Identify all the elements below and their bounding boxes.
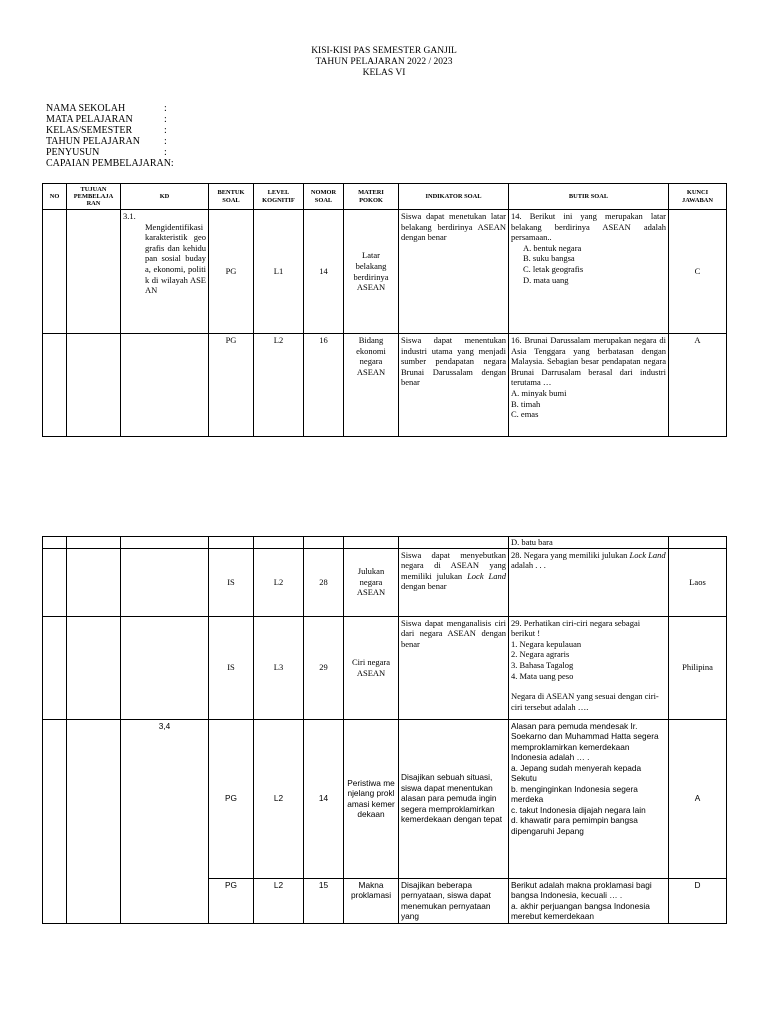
info-label: MATA PELAJARAN <box>46 114 133 125</box>
info-row <box>46 147 174 158</box>
cell-indikator: Siswa dapat menentukan industri utama yang menjadi sumber pendapatan negara Brunai Darussalam dengan benar <box>399 334 509 437</box>
cell-butir <box>509 878 669 923</box>
col-materi: MATERI POKOK <box>344 184 399 210</box>
butir-stem: 14. Berikut ini yang merupakan latar belakang berdirinya ASEAN adalah persamaan.. <box>511 211 666 243</box>
col-butir: BUTIR SOAL <box>509 184 669 210</box>
cell-kd: 3,4 <box>121 719 209 878</box>
table-header-row <box>43 184 727 210</box>
info-label: NAMA SEKOLAH <box>46 103 126 114</box>
cell-butir <box>509 537 669 549</box>
option-d: D. batu bara <box>511 537 553 547</box>
option-b: b. menginginkan Indonesia segera merdeka <box>511 783 638 805</box>
cell-materi: Julukan negara ASEAN <box>344 548 399 616</box>
cell-kd <box>121 210 209 334</box>
cell-butir <box>509 719 669 878</box>
cell-butir <box>509 548 669 616</box>
cell-nomor: 14 <box>304 719 344 878</box>
cell-indikator: Disajikan beberapa pernyataan, siswa dapat menemukan pernyataan yang <box>399 878 509 923</box>
cell-bentuk: IS <box>209 548 254 616</box>
table-row <box>43 334 727 437</box>
cell-materi: Ciri negara ASEAN <box>344 616 399 719</box>
cell-kunci: C <box>669 210 727 334</box>
butir-question: Negara di ASEAN yang sesuai dengan ciri-ciri tersebut adalah …. <box>511 691 659 712</box>
kd-number: 3.1. <box>123 211 136 221</box>
info-block <box>46 103 174 169</box>
option-c: C. letak geografis <box>523 263 584 274</box>
info-row <box>46 114 174 125</box>
info-sep: : <box>164 114 167 125</box>
cell-level: L2 <box>254 719 304 878</box>
cell-tujuan <box>67 719 121 878</box>
cell-bentuk: PG <box>209 878 254 923</box>
table-row <box>43 210 727 334</box>
info-label: KELAS/SEMESTER <box>46 125 133 136</box>
cell-tujuan <box>67 334 121 437</box>
list-item: 1. Negara kepulauan <box>511 638 582 649</box>
cell-bentuk: IS <box>209 616 254 719</box>
cell-butir <box>509 210 669 334</box>
cell-level: L3 <box>254 616 304 719</box>
option-c: C. emas <box>511 409 539 420</box>
kd-text: Mengidentifikasi karakteristik geografis dan kehidupan sosial budaya, ekonomi, politik di wilayah ASEAN <box>145 221 206 296</box>
cell-level: L1 <box>254 210 304 334</box>
doc-title-line3: KELAS VI <box>362 68 406 78</box>
cell-indikator: Siswa dapat menetukan latar belakang berdirinya ASEAN dengan benar <box>399 210 509 334</box>
table-row <box>43 878 727 923</box>
cell-indikator <box>399 537 509 549</box>
cell-tujuan <box>67 548 121 616</box>
option-d: d. khawatir para pemimpin bangsa dipengaruhi Jepang <box>511 815 638 836</box>
info-label: PENYUSUN <box>46 147 100 158</box>
cell-kd <box>121 878 209 923</box>
cell-nomor: 14 <box>304 210 344 334</box>
indikator-emphasis: Lock Land <box>467 570 506 581</box>
cell-tujuan <box>67 537 121 549</box>
cell-level: L2 <box>254 334 304 437</box>
cell-materi: Peristiwa menjelang proklamasi kemerdekaan <box>344 719 399 878</box>
butir-stem: 16. Brunai Darussalam merupakan negara di Asia Tenggara yang berbatasan dengan Malaysia. Sebagian besar pendapatan negara Brunai Darrusalam berasal dari industri terutama … <box>511 335 666 388</box>
col-tujuan: TUJUAN PEMBELAJA RAN <box>67 184 121 210</box>
col-level: LEVEL KOGNITIF <box>254 184 304 210</box>
butir-stem-end: adalah . . . <box>511 560 546 571</box>
cell-kunci: Laos <box>669 548 727 616</box>
table-row <box>43 719 727 878</box>
cell-no <box>43 878 67 923</box>
col-indikator: INDIKATOR SOAL <box>399 184 509 210</box>
cell-no <box>43 548 67 616</box>
doc-title-line2: TAHUN PELAJARAN 2022 / 2023 <box>315 57 453 67</box>
cell-level <box>254 537 304 549</box>
info-label: CAPAIAN PEMBELAJARAN: <box>46 158 174 169</box>
cell-bentuk: PG <box>209 334 254 437</box>
cell-nomor: 15 <box>304 878 344 923</box>
cell-materi <box>344 537 399 549</box>
cell-nomor: 16 <box>304 334 344 437</box>
cell-tujuan <box>67 210 121 334</box>
list-item: 3. Bahasa Tagalog <box>511 659 574 670</box>
col-kd: KD <box>121 184 209 210</box>
info-label: TAHUN PELAJARAN <box>46 136 140 147</box>
cell-no <box>43 616 67 719</box>
cell-materi: Latar belakang berdirinya ASEAN <box>344 210 399 334</box>
cell-nomor <box>304 537 344 549</box>
col-nomor: NOMOR SOAL <box>304 184 344 210</box>
col-no: NO <box>43 184 67 210</box>
col-bentuk: BENTUK SOAL <box>209 184 254 210</box>
info-row <box>46 125 174 136</box>
cell-indikator: Siswa dapat menganalisis ciri dari negara ASEAN dengan benar <box>399 616 509 719</box>
cell-bentuk: PG <box>209 210 254 334</box>
cell-kunci <box>669 537 727 549</box>
info-sep: : <box>164 136 167 147</box>
butir-stem: 28. Negara yang memiliki julukan <box>511 549 630 560</box>
option-a: A. bentuk negara <box>523 242 582 253</box>
cell-butir <box>509 334 669 437</box>
option-a: a. Jepang sudah menyerah kepada Sekutu <box>511 762 642 784</box>
cell-bentuk <box>209 537 254 549</box>
cell-kd <box>121 537 209 549</box>
butir-stem: Berikut adalah makna proklamasi bagi bangsa Indonesia, kecuali … . <box>511 879 652 901</box>
option-a: A. minyak bumi <box>511 387 567 398</box>
cell-kd <box>121 548 209 616</box>
info-row <box>46 136 174 147</box>
cell-no <box>43 719 67 878</box>
cell-nomor: 28 <box>304 548 344 616</box>
indikator-text-end: dengan benar <box>401 581 447 592</box>
cell-tujuan <box>67 616 121 719</box>
cell-no <box>43 210 67 334</box>
cell-kunci: A <box>669 719 727 878</box>
cell-nomor: 29 <box>304 616 344 719</box>
info-sep: : <box>164 103 167 114</box>
info-row <box>46 103 174 114</box>
cell-materi: Makna proklamasi <box>344 878 399 923</box>
kisi-table-page1 <box>42 183 727 437</box>
table-row <box>43 537 727 549</box>
cell-no <box>43 334 67 437</box>
option-b: B. suku bangsa <box>523 253 575 264</box>
option-a: a. akhir perjuangan bangsa Indonesia merebut kemerdekaan <box>511 900 650 922</box>
cell-indikator: Disajikan sebuah situasi, siswa dapat menentukan alasan para pemuda ingin segera memproklamirkan kemerdekaan dengan tepat <box>399 719 509 878</box>
table-row <box>43 616 727 719</box>
doc-title-line1: KISI-KISI PAS SEMESTER GANJIL <box>311 46 457 56</box>
info-sep: : <box>164 147 167 158</box>
cell-kd <box>121 334 209 437</box>
cell-kunci: D <box>669 878 727 923</box>
butir-emphasis: Lock Land <box>629 549 666 560</box>
cell-bentuk: PG <box>209 719 254 878</box>
cell-no <box>43 537 67 549</box>
option-d: D. mata uang <box>523 274 569 285</box>
butir-stem: 29. Perhatikan ciri-ciri negara sebagai berikut ! <box>511 617 641 639</box>
option-c: c. takut Indonesia dijajah negara lain <box>511 804 646 815</box>
kisi-table-page2 <box>42 536 727 924</box>
cell-kd <box>121 616 209 719</box>
option-b: B. timah <box>511 398 541 409</box>
list-item: 4. Mata uang peso <box>511 670 574 681</box>
cell-kunci: A <box>669 334 727 437</box>
cell-materi: Bidang ekonomi negara ASEAN <box>344 334 399 437</box>
cell-butir <box>509 616 669 719</box>
cell-level: L2 <box>254 878 304 923</box>
info-sep: : <box>164 125 167 136</box>
cell-tujuan <box>67 878 121 923</box>
table-row <box>43 548 727 616</box>
cell-level: L2 <box>254 548 304 616</box>
butir-stem: Alasan para pemuda mendesak Ir. Soekarno dan Muhammad Hatta segera memproklamirkan kemerdekaan Indonesia adalah … . <box>511 720 659 763</box>
list-item: 2. Negara agraris <box>511 649 570 660</box>
cell-indikator <box>399 548 509 616</box>
col-kunci: KUNCI JAWABAN <box>669 184 727 210</box>
indikator-text: Siswa dapat menyebutkan negara di ASEAN yang memiliki julukan <box>401 549 506 581</box>
cell-kunci: Philipina <box>669 616 727 719</box>
info-row <box>46 158 174 169</box>
